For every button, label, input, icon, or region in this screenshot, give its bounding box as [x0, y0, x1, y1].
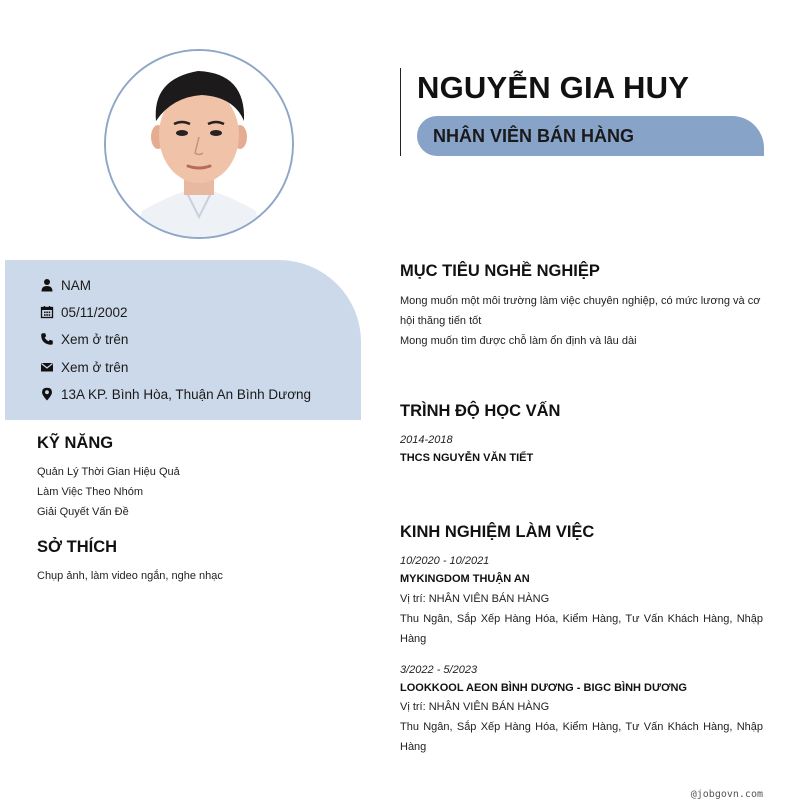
skill-item: Giải Quyết Vấn Đề [37, 506, 129, 518]
contact-birthdate [40, 302, 128, 322]
contact-address [40, 384, 311, 404]
name-block [400, 68, 763, 156]
job-description: Thu Ngân, Sắp Xếp Hàng Hóa, Kiểm Hàng, Tư Vấn Khách Hàng, Nhập Hàng [400, 613, 763, 645]
person-icon [40, 278, 54, 292]
job-company: MYKINGDOM THUẬN AN [400, 573, 530, 585]
job-title: NHÂN VIÊN BÁN HÀNG [433, 126, 635, 146]
calendar-icon [40, 305, 54, 319]
email-text: Xem ở trên [61, 359, 129, 375]
education-heading: TRÌNH ĐỘ HỌC VẤN [400, 402, 561, 420]
skills-heading: KỸ NĂNG [37, 434, 114, 452]
contact-panel [5, 260, 361, 420]
education-school: THCS NGUYỄN VĂN TIẾT [400, 452, 534, 464]
experience-heading: KINH NGHIỆM LÀM VIỆC [400, 523, 595, 541]
job-period: 3/2022 - 5/2023 [400, 664, 478, 676]
job-title-bar [417, 116, 764, 156]
full-name: NGUYỄN GIA HUY [417, 70, 690, 105]
phone-text: Xem ở trên [61, 331, 129, 347]
birthdate-text: 05/11/2002 [61, 304, 128, 320]
objective-heading: MỤC TIÊU NGHỀ NGHIỆP [400, 262, 600, 280]
profile-photo [104, 49, 294, 239]
contact-email [40, 357, 128, 377]
watermark: @jobgovn.com [690, 789, 763, 800]
job-position: Vị trí: NHÂN VIÊN BÁN HÀNG [400, 701, 550, 713]
gender-text: NAM [61, 277, 91, 293]
address-text: 13A KP. Bình Hòa, Thuận An Bình Dương [61, 386, 312, 402]
job-period: 10/2020 - 10/2021 [400, 555, 490, 567]
job-description: Thu Ngân, Sắp Xếp Hàng Hóa, Kiểm Hàng, Tư Vấn Khách Hàng, Nhập Hàng [400, 721, 763, 753]
person-photo-icon [106, 51, 292, 237]
contact-gender [40, 275, 91, 295]
objective-line-2: Mong muốn tìm được chỗ làm ổn định và lâu dài [400, 335, 637, 347]
phone-icon [40, 332, 54, 346]
hobbies-heading: SỞ THÍCH [37, 538, 118, 556]
job-company: LOOKKOOL AEON BÌNH DƯƠNG - BIGC BÌNH DƯƠNG [400, 682, 687, 694]
hobbies-text: Chụp ảnh, làm video ngắn, nghe nhạc [37, 570, 223, 582]
job-position: Vị trí: NHÂN VIÊN BÁN HÀNG [400, 593, 550, 605]
mail-icon [40, 360, 54, 374]
contact-phone [40, 329, 128, 349]
skill-item: Làm Việc Theo Nhóm [37, 486, 143, 498]
education-period: 2014-2018 [400, 434, 453, 446]
objective-line-1: Mong muốn một môi trường làm việc chuyên nghiệp, có mức lương và cơ hội thăng tiến tốt [400, 295, 761, 327]
location-pin-icon [40, 387, 54, 401]
skill-item: Quản Lý Thời Gian Hiệu Quả [37, 466, 180, 478]
